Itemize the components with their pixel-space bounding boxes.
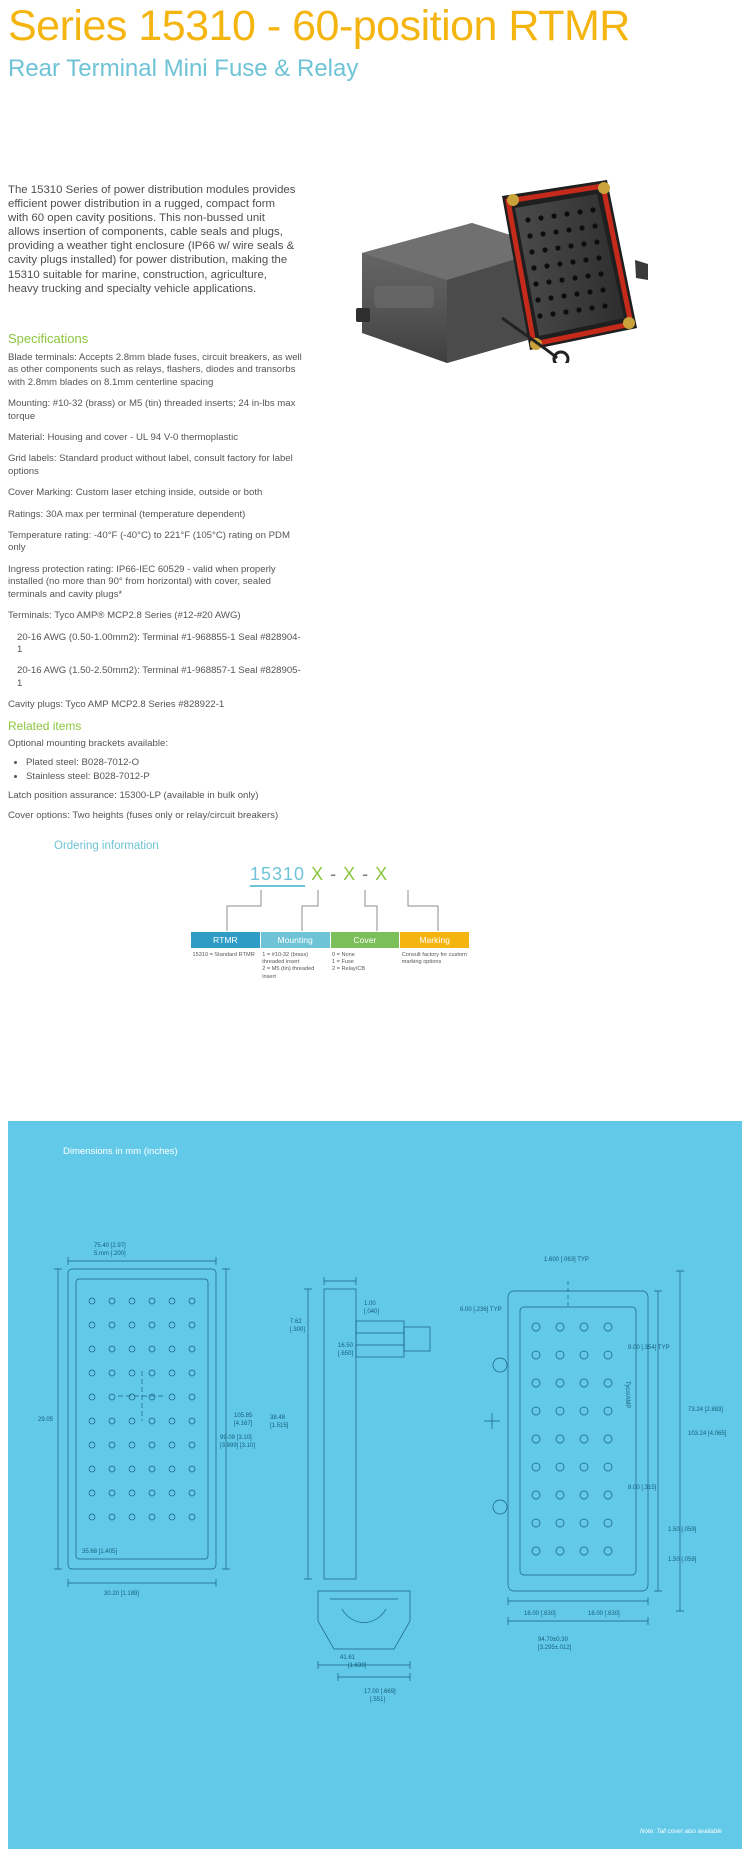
table-header-row bbox=[191, 932, 470, 949]
spec-item: Terminals: Tyco AMP® MCP2.8 Series (#12-#20 AWG) bbox=[8, 610, 241, 622]
cell-mounting-options bbox=[260, 949, 330, 981]
spec-item: Ingress protection rating: IP66-IEC 60529 - valid when properly installed (no more than 90° from horizontal) with cover, sealed terminals and cavity plugs* bbox=[8, 563, 276, 600]
order-code-field2: X bbox=[343, 864, 357, 884]
drawing-top-view bbox=[54, 1257, 230, 1587]
dim-label: 30.20 [1.189] bbox=[104, 1591, 140, 1597]
column-header-rtmr: RTMR bbox=[191, 932, 261, 949]
dim-label: 6.00 [.236] TYP bbox=[460, 1307, 502, 1313]
cell-marking-options bbox=[400, 949, 470, 981]
order-code-separator: - bbox=[362, 864, 370, 884]
option: 15310 = Standard RTMR bbox=[192, 952, 255, 958]
ordering-connector-lines bbox=[190, 890, 470, 932]
dim-label: [1.639] bbox=[348, 1663, 367, 1669]
dim-label: [.300] bbox=[290, 1327, 306, 1333]
bracket-options bbox=[8, 757, 318, 783]
spec-item: Material: Housing and cover - UL 94 V-0 thermoplastic bbox=[8, 432, 239, 444]
dim-label: 105.85 bbox=[234, 1413, 253, 1419]
cell-cover-options bbox=[330, 949, 400, 981]
page-header bbox=[8, 4, 748, 84]
dim-label: 16.00 [.630] bbox=[524, 1611, 556, 1617]
spec-item: Grid labels: Standard product without label, consult factory for label options bbox=[8, 453, 293, 477]
order-code-field3: X bbox=[375, 864, 389, 884]
dim-label: 1.50 [.059] bbox=[668, 1557, 697, 1563]
dim-label: 7.62 bbox=[290, 1319, 302, 1325]
dim-label: [.551] bbox=[370, 1697, 386, 1703]
table-row bbox=[191, 949, 470, 981]
option: 1 = Fuse bbox=[332, 959, 354, 966]
cell-rtmr-options bbox=[191, 949, 261, 981]
column-header-mounting: Mounting bbox=[260, 932, 330, 949]
spec-item: 20-16 AWG (1.50-2.50mm2): Terminal #1-968857-1 Seal #828905-1 bbox=[17, 665, 301, 689]
spec-item: 20-16 AWG (0.50-1.00mm2): Terminal #1-968855-1 Seal #828904-1 bbox=[17, 631, 301, 655]
column-header-marking: Marking bbox=[400, 932, 470, 949]
dim-label: 16.00 [.630] bbox=[588, 1611, 620, 1617]
specifications-list bbox=[8, 352, 304, 721]
spec-item: Mounting: #10-32 (brass) or M5 (tin) threaded inserts; 24 in-lbs max torque bbox=[8, 398, 296, 422]
ordering-information-heading: Ordering information bbox=[54, 840, 159, 852]
dim-label: 1.600 [.063] TYP bbox=[544, 1257, 589, 1263]
option: 2 = M5 (tin) threaded insert bbox=[262, 966, 315, 980]
option: 2 = Relay/CB bbox=[332, 966, 366, 973]
spec-item: Cavity plugs: Tyco AMP MCP2.8 Series #828922-1 bbox=[8, 699, 225, 711]
order-code-separator: - bbox=[330, 864, 338, 884]
option: Consult factory for custom marking options bbox=[401, 952, 467, 966]
dim-label: [3.899] [3.10] bbox=[220, 1443, 256, 1449]
related-line: Cover options: Two heights (fuses only or relay/circuit breakers) bbox=[8, 809, 279, 821]
option: 0 = None bbox=[332, 952, 355, 958]
page-title: Series 15310 - 60-position RTMR bbox=[8, 2, 630, 50]
dim-label: [4.167] bbox=[234, 1421, 253, 1427]
dim-label: 16.50 bbox=[338, 1343, 354, 1349]
dim-label: [3.295±.012] bbox=[538, 1645, 572, 1651]
specifications-heading: Specifications bbox=[8, 331, 89, 346]
order-code-base: 15310 bbox=[250, 864, 305, 887]
dim-label: 17.00 [.669] bbox=[364, 1689, 396, 1695]
dim-label: 75.40 [2.97] bbox=[94, 1243, 126, 1249]
product-photo bbox=[352, 168, 742, 363]
drawing-connector-view bbox=[484, 1271, 684, 1625]
dim-label: 35.68 [1.405] bbox=[82, 1549, 118, 1555]
dim-label: 99.09 [3.10] bbox=[220, 1435, 252, 1441]
dim-label: 103.24 [4.065] bbox=[688, 1431, 727, 1437]
dimension-drawings bbox=[8, 1121, 742, 1849]
dimensions-panel bbox=[8, 1121, 742, 1849]
spec-item: Cover Marking: Custom laser etching inside, outside or both bbox=[8, 487, 263, 499]
dim-label: 5.mm [.200] bbox=[94, 1251, 126, 1257]
dim-label: 38.48 bbox=[270, 1415, 286, 1421]
column-header-cover: Cover bbox=[330, 932, 400, 949]
drawing-side-view bbox=[304, 1277, 430, 1681]
intro-paragraph: The 15310 Series of power distribution modules provides efficient power distribution in a rugged, compact form with 60 open cavity positions. This non-bussed unit allows insertion of components, cable seals and plugs, providing a weather tight enclosure (IP66 w/ wire seals & cavity plugs installed) for power distribution, making the 15310 suitable for marine, construction, agriculture, heavy trucking and specialty vehicle applications. bbox=[8, 184, 296, 295]
list-item: • Plated steel: B028-7012-O bbox=[26, 757, 318, 769]
order-code-field1: X bbox=[311, 864, 325, 884]
dim-label: 94.70±0.30 bbox=[538, 1637, 568, 1643]
dim-label: [.040] bbox=[364, 1309, 380, 1315]
product-photo-illustration bbox=[352, 168, 742, 363]
dimensions-note: Note: Tall cover also available bbox=[640, 1828, 722, 1835]
dim-label: [.650] bbox=[338, 1351, 354, 1357]
dim-label: 1.50 [.059] bbox=[668, 1527, 697, 1533]
list-item: • Stainless steel: B028-7012-P bbox=[26, 771, 318, 783]
related-items-list bbox=[8, 738, 318, 829]
dim-label: [1.515] bbox=[270, 1423, 289, 1429]
dim-label: Tyco/AMP bbox=[624, 1381, 630, 1409]
dim-label: 41.61 bbox=[340, 1655, 356, 1661]
spec-item: Ratings: 30A max per terminal (temperature dependent) bbox=[8, 508, 246, 520]
dim-label: 73.24 [2.883] bbox=[688, 1407, 724, 1413]
dimensions-title: Dimensions in mm (inches) bbox=[63, 1146, 178, 1157]
ordering-table bbox=[190, 931, 470, 981]
ordering-code bbox=[250, 864, 388, 885]
related-intro: Optional mounting brackets available: bbox=[8, 738, 168, 749]
related-line: Latch position assurance: 15300-LP (available in bulk only) bbox=[8, 790, 259, 802]
spec-item: Temperature rating: -40°F (-40°C) to 221°F (105°C) rating on PDM only bbox=[8, 530, 290, 554]
page-subtitle: Rear Terminal Mini Fuse & Relay bbox=[8, 55, 359, 82]
dim-label: 1.00 bbox=[364, 1301, 376, 1307]
spec-item: Blade terminals: Accepts 2.8mm blade fuses, circuit breakers, as well as other components such as relays, flashers, diodes and transorbs with 2.8mm blades on 8.1mm centerline spacing bbox=[8, 352, 302, 388]
dim-label: 29.05 bbox=[38, 1417, 54, 1423]
dim-label: 9.00 [.354] TYP bbox=[628, 1345, 670, 1351]
related-items-heading: Related items bbox=[8, 719, 82, 733]
option: 1 = #10-32 (brass) threaded insert bbox=[262, 952, 309, 966]
dim-label: 8.00 [.315] bbox=[628, 1485, 657, 1491]
